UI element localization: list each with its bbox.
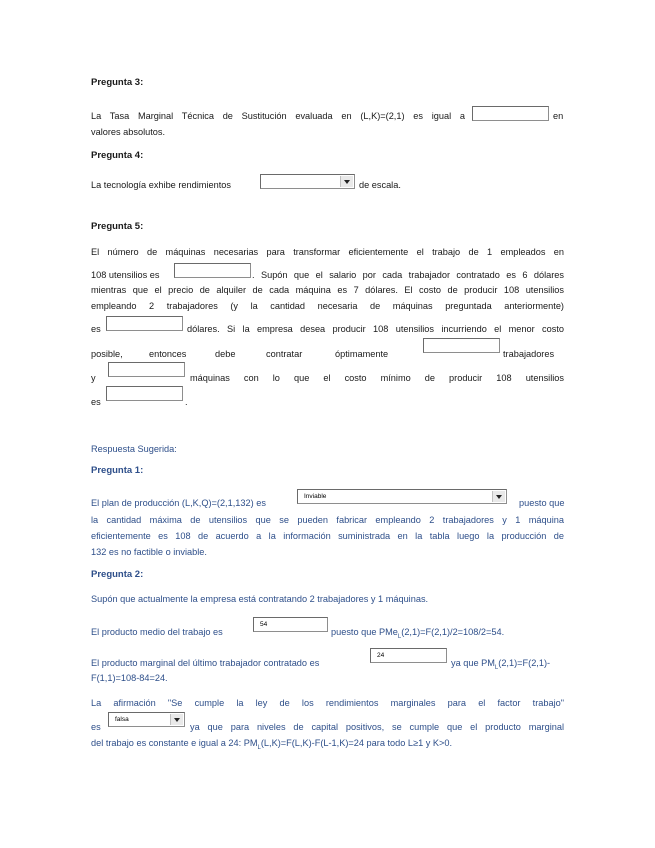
q4-text: La tecnología exhibe rendimientos xyxy=(91,180,231,190)
r2-pm-text-c: (2,1)=F(2,1)/2=108/2=54. xyxy=(401,627,505,637)
q4-answer-select[interactable] xyxy=(260,174,355,189)
r2-pm-text-b1: puesto que PMe xyxy=(331,627,398,637)
chevron-down-icon[interactable] xyxy=(340,176,353,187)
q3-text-en: en xyxy=(553,111,564,121)
q5-line-4: empleando 2 trabajadores (y la cantidad necesaria de máquinas preguntada anteriormente) xyxy=(91,301,564,311)
q5-line-1: El número de máquinas necesarias para transformar eficientemente el trabajo de 1 empleados en xyxy=(91,247,564,257)
q4-text-cont: de escala. xyxy=(359,180,401,190)
r2-af-text-d: (L,K)=F(L,K)-F(L-1,K)=24 para todo L≥1 y K>0. xyxy=(260,738,453,748)
r1-line-3: eficientemente es 108 de acuerdo a la información suministrada en la tabla luego la producción de xyxy=(91,531,564,541)
q5-machines-input[interactable] xyxy=(174,263,251,278)
r2-mg-text-a: El producto marginal del último trabajador contratado es xyxy=(91,658,320,668)
r2-af-select-value: falsa xyxy=(115,716,129,723)
r2-mg-text-b xyxy=(451,656,550,670)
q5-workers-input[interactable] xyxy=(423,338,500,353)
r2-af-text-c: del trabajo es constante e igual a 24: PM xyxy=(91,738,258,748)
r2-title: Pregunta 2: xyxy=(91,569,144,580)
r2-pm-text-b xyxy=(331,625,504,639)
q5-word-contratar: contratar xyxy=(266,349,303,359)
q5-word-debe: debe xyxy=(215,349,236,359)
q5-text-8a: es xyxy=(91,397,101,407)
r1-text-1b: puesto que xyxy=(519,498,565,508)
r2-af-select[interactable] xyxy=(108,712,185,727)
q5-text-5b: dólares. Si la empresa desea producir 108 utensilios incurriendo el menor costo xyxy=(187,324,564,334)
r2-mg-text-c: (2,1)=F(2,1)- xyxy=(498,658,551,668)
r1-text-1a: El plan de producción (L,K,Q)=(2,1,132) es xyxy=(91,498,266,508)
q5-word-entonces: entonces xyxy=(149,349,187,359)
q5-machines-opt-input[interactable] xyxy=(108,362,185,377)
r2-af-text-a: es xyxy=(91,722,101,732)
r2-pm-sub: L xyxy=(397,633,402,640)
q5-text-7b: máquinas con lo que el costo mínimo de producir 108 utensilios xyxy=(190,373,564,383)
r2-af-sub: L xyxy=(257,744,261,751)
r1-answer-select[interactable] xyxy=(297,489,507,504)
r2-affirmation-line-3 xyxy=(91,736,564,750)
r2-intro: Supón que actualmente la empresa está contratando 2 trabajadores y 1 máquinas. xyxy=(91,594,429,604)
r2-af-text-b: ya que para niveles de capital positivos, se cumple que el producto marginal xyxy=(190,722,564,732)
r1-select-value: Inviable xyxy=(304,493,327,500)
q3-text: La Tasa Marginal Técnica de Sustitución evaluada en (L,K)=(2,1) es igual a xyxy=(91,111,465,121)
question-3-title: Pregunta 3: xyxy=(91,77,144,88)
q5-text-2a: 108 utensilios es xyxy=(91,270,160,280)
q5-min-cost-input[interactable] xyxy=(106,386,183,401)
r1-line-2: la cantidad máxima de utensilios que se pueden fabricar empleando 2 trabajadores y 1 máquina xyxy=(91,515,564,525)
chevron-down-icon[interactable] xyxy=(492,491,505,502)
r2-mg-line-2: F(1,1)=108-84=24. xyxy=(91,673,168,683)
r1-title: Pregunta 1: xyxy=(91,465,144,476)
chevron-down-icon[interactable] xyxy=(170,714,183,725)
r2-mg-text-b1: ya que PM xyxy=(451,658,495,668)
q3-text-cont: valores absolutos. xyxy=(91,127,166,137)
q5-line-3: mientras que el precio de alquiler de cada máquina es 7 dólares. El costo de producir 108 utensilios xyxy=(91,285,564,295)
r2-pm-text-a: El producto medio del trabajo es xyxy=(91,627,223,637)
suggested-answer-title: Respuesta Sugerida: xyxy=(91,444,177,454)
r2-mg-input[interactable]: 24 xyxy=(370,648,447,663)
q5-text-5a: es xyxy=(91,324,101,334)
q5-text-8b: . xyxy=(185,397,188,407)
q5-word-optimamente: óptimamente xyxy=(335,349,389,359)
question-4-title: Pregunta 4: xyxy=(91,150,144,161)
r1-line-4: 132 es no factible o inviable. xyxy=(91,547,207,557)
question-5-title: Pregunta 5: xyxy=(91,221,144,232)
q5-word-trabajadores: trabajadores xyxy=(503,349,555,359)
r2-affirmation-line-1: La afirmación "Se cumple la ley de los rendimientos marginales para el factor trabajo" xyxy=(91,698,564,708)
r2-pm-input[interactable]: 54 xyxy=(253,617,328,632)
q3-answer-input[interactable] xyxy=(472,106,549,121)
q5-cost-input[interactable] xyxy=(106,316,183,331)
q5-word-posible: posible, xyxy=(91,349,123,359)
q5-text-7a: y xyxy=(91,373,96,383)
q5-text-2b: . Supón que el salario por cada trabajador contratado es 6 dólares xyxy=(252,270,564,280)
r2-mg-sub: L xyxy=(494,664,499,671)
